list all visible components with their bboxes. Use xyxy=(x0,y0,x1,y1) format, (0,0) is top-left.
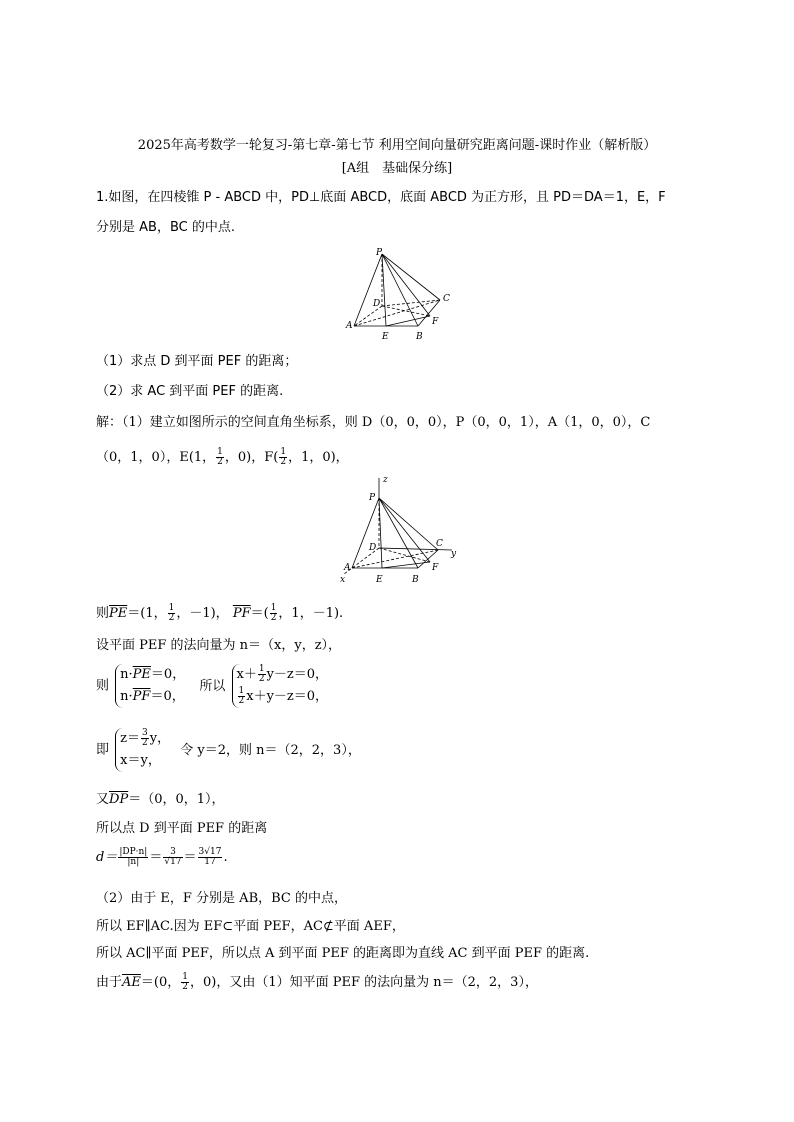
part2-line-3: 所以 AC∥平面 PEF，所以点 A 到平面 PEF 的距离即为直线 AC 到平面 PEF 的距离. xyxy=(96,946,590,961)
problem-line-1: 1.如图，在四棱锥 P - ABCD 中，PD⊥底面 ABCD，底面 ABCD 为正方形，且 PD＝DA＝1，E，F xyxy=(96,190,666,205)
group-heading: [A组 基础保分练] xyxy=(341,161,453,176)
fig1-label-e: E xyxy=(382,332,389,342)
normal-vector-line: 设平面 PEF 的法向量为 n＝（x，y，z）， xyxy=(96,638,342,653)
distance-text: 所以点 D 到平面 PEF 的距离 xyxy=(96,821,268,836)
solution-line-2: （0，1，0），E(1， $\frac{1}{2}$ ，0)，F( $\frac{1}{2}$ ，1，0)， xyxy=(96,447,349,467)
fig1-label-b: B xyxy=(416,332,423,342)
problem-line-2: 分别是 AB，BC 的中点. xyxy=(96,220,235,235)
fig2-label-c: C xyxy=(436,539,443,549)
equation-system-2: 即 z＝ $\frac{3}{2}$ y， x＝y， 令 y＝2，则 n＝（2，2，3）， xyxy=(96,728,361,772)
fig2-label-b: B xyxy=(412,575,419,585)
fig1-label-f: F xyxy=(432,317,439,327)
fig1-label-p: P xyxy=(376,248,383,258)
distance-formula: d＝ $\frac{|DP\cdot n|}{|n|}$ ＝ $\frac{3}{√17}$ ＝ $\frac{3√17}{17}$ . xyxy=(96,847,228,867)
vector-dp: 又$\overline{DP}=(0$，0，1）， xyxy=(96,792,225,807)
part2-line-1: （2）由于 E，F 分别是 AB，BC 的中点， xyxy=(96,891,347,906)
part2-line-2: 所以 EF∥AC.因为 EF⊂平面 PEF，AC⊄平面 AEF， xyxy=(96,919,405,934)
equation-system-1: 则 $n\cdot\overline{PE}=0$， $n\cdot\overline{PF}=0$， 所以 x＋ $\frac{1}{2}$ y－z＝0， $\frac{1}{2}$ x＋y－z＝0， xyxy=(96,664,329,706)
fig2-label-p: P xyxy=(369,493,376,503)
pyramid-figure-2 xyxy=(334,472,464,590)
solution-line-1: 解：（1）建立如图所示的空间直角坐标系，则 D（0，0，0），P（0，0，1），A（1，0，0），C xyxy=(96,415,651,430)
fig1-label-a: A xyxy=(346,321,353,331)
question-1: （1）求点 D 到平面 PEF 的距离； xyxy=(96,354,298,369)
fig2-label-a: A xyxy=(344,563,351,573)
fig2-label-d: D xyxy=(369,543,377,553)
pyramid-figure-1 xyxy=(340,246,460,346)
fig2-label-e: E xyxy=(376,575,383,585)
fig2-label-x: x xyxy=(340,575,346,585)
fig2-label-f: F xyxy=(432,563,439,573)
fig2-label-y: y xyxy=(451,549,457,559)
fraction-half: $\frac{1}{2}$ xyxy=(217,447,223,467)
fig1-label-c: C xyxy=(443,294,450,304)
fig2-label-z: z xyxy=(383,475,388,485)
fraction-half: $\frac{1}{2}$ xyxy=(280,447,287,467)
fig1-label-d: D xyxy=(373,299,381,309)
vector-pe-pf: 则$\overline{PE}=(1$， $\frac{1}{2}$ ，－1)， $\overline{PF}=$( $\frac{1}{2}$ ，1，－1). xyxy=(96,603,344,623)
document-title: 2025年高考数学一轮复习-第七章-第七节 利用空间向量研究距离问题-课时作业（解析版） xyxy=(137,138,657,153)
part2-line-4: 由于$\overline{AE}=(0$， $\frac{1}{2}$ ，0)，又由（1）知平面 PEF 的法向量为 n＝（2，2，3）， xyxy=(96,972,538,992)
question-2: （2）求 AC 到平面 PEF 的距离. xyxy=(96,384,284,399)
